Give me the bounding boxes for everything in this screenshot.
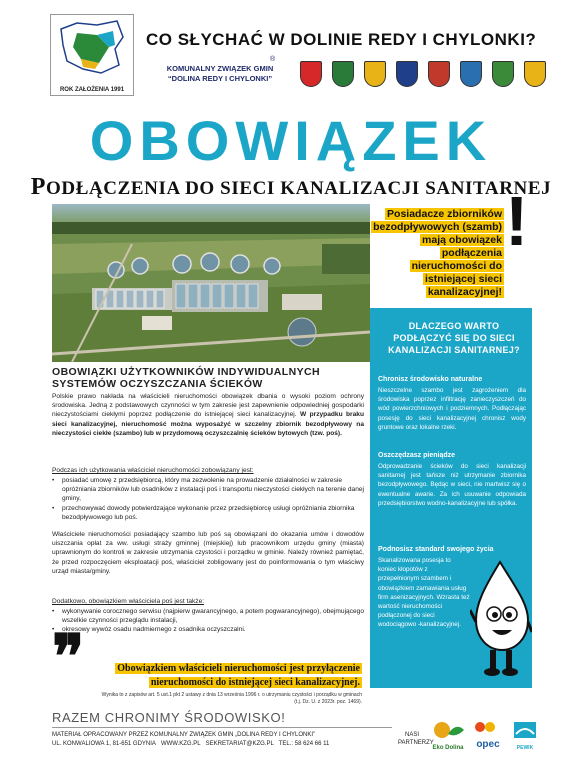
- contact-line: [52, 740, 329, 749]
- legal-reference-line2: (t.j. Dz. U. z 2023r. poz. 1469).: [294, 699, 362, 705]
- municipal-crest-icon: [428, 61, 450, 87]
- quote-mark-icon: ❞: [52, 624, 85, 690]
- municipal-crest-icon: [460, 61, 482, 87]
- website-link[interactable]: WWW.KZG.PL: [160, 741, 201, 747]
- benefit-heading-life-standard: Podnosisz standard swojego życia: [378, 546, 494, 553]
- list2-heading: Dodatkowo, obowiązkiem właściciela poś jest także:: [52, 598, 205, 605]
- opec-icon: [470, 720, 506, 734]
- exclamation-mark: !: [505, 182, 529, 260]
- municipal-crest-icon: [396, 61, 418, 87]
- subtitle: [0, 174, 582, 201]
- intro-bold-text: W przypadku braku sieci kanalizacyjnej, nieruchomość można wyposażyć w szczelny zbiornik bezodpływowy na nieczystości ciekłe (szambo) lub w przydomową oczyszczalnię ścieków bytowych (tzw. poś).: [52, 411, 364, 437]
- partner3-name: PEWIK: [516, 745, 534, 751]
- address-text: UL. KONWALIOWA 1, 81-651 GDYNIA: [52, 741, 156, 747]
- partner-eko-dolina-logo: [430, 720, 466, 751]
- list-item: • wykonywanie corocznego serwisu (najpierw gwarancyjnego, a potem pogwarancyjnego), obejmującego wszelkie czynności przeglądu instalacji,: [52, 607, 364, 625]
- treatment-plant-photo: [52, 204, 370, 362]
- quote-highlight: Obowiązkiem właścicieli nieruchomości jest przyłączenie nieruchomości do istniejącej sieci kanalizacyjnej.: [117, 663, 360, 688]
- list-item: • posiadać umowę z przedsiębiorcą, który ma zezwolenie na prowadzenie działalności w zakresie opróżniania zbiorników lub osadników z instalacji poś i transportu nieczystości ciekłych na terenie danej gminy,: [52, 476, 364, 504]
- municipal-crests: [300, 61, 546, 91]
- region-map-icon: [57, 19, 127, 77]
- aerial-view-image: [52, 204, 370, 362]
- legal-reference-line1: Wynika to z zapisów art. 5 ust.1 pkt 2 ustawy z dnia 13 września 1996 r. o utrzymaniu czystości i porządku w gminach: [101, 692, 362, 698]
- email-link[interactable]: SEKRETARIAT@KZG.PL: [205, 741, 274, 747]
- quote-text: [92, 662, 362, 690]
- obligations-heading: OBOWIĄZKI UŻYTKOWNIKÓW INDYWIDUALNYCH SYSTEMÓW OCZYSZCZANIA ŚCIEKÓW: [52, 366, 320, 390]
- partner-pewik-logo: [510, 720, 540, 751]
- association-name-line1: KOMUNALNY ZWIĄZEK GMIN: [166, 64, 274, 73]
- phone-text: TEL.: 58 624 66 11: [278, 741, 330, 747]
- list-item: • okresowy wywóz osadu nadmiernego z osadnika oczyszczalni.: [52, 625, 364, 634]
- water-drop-mascot-icon: [470, 558, 532, 678]
- association-name-line2: “DOLINA REDY I CHYLONKI”: [167, 74, 273, 83]
- benefit-text-life-standard: Skanalizowana posesja to koniec kłopotów z przepełnionym szambem i obowiązkiem zamawiania usług firm asenizacyjnych. Wzrasta też wartość nieruchomości podłączonej do sieci wodociągowo -kanalizacyjnej.: [378, 557, 470, 629]
- main-title: OBOWIĄZEK: [89, 109, 493, 172]
- partner2-name: opec: [476, 739, 500, 750]
- list1-heading: Podczas ich użytkowania właściciel nieruchomości zobowiązany jest:: [52, 467, 254, 474]
- inspection-paragraph: Właściciele nieruchomości posiadający szambo lub poś są obowiązani do okazania umów i dowodów uiszczania opłat za ww. usługi straży gminnej (miejskiej) lub pracownikom urzędu gminy (miasta) uprawnionym do kontroli w zakresie utrzymania czystości i porządku w gminie. Należy również pamiętać, że przed rozpoczęciem eksploatacji poś, właściciel zobligowany jest do poinformowania o tym właściwy urząd miasta/gminy.: [52, 531, 364, 575]
- owner-duties-list: [52, 476, 364, 522]
- pewik-icon: [510, 720, 540, 740]
- benefit-heading-savings: Oszczędzasz pieniądze: [378, 452, 456, 459]
- municipal-crest-icon: [300, 61, 322, 87]
- why-connect-question: DLACZEGO WARTO PODŁĄCZYĆ SIĘ DO SIECI KANALIZACJI SANITARNEJ?: [388, 321, 520, 355]
- partners-label: NASI PARTNERZY: [398, 732, 434, 746]
- prepared-by-text: MATERIAŁ OPRACOWANY PRZEZ KOMUNALNY ZWIĄZEK GMIN „DOLINA REDY I CHYLONKI”: [52, 732, 316, 738]
- footer-contact-info: [52, 731, 329, 749]
- municipal-crest-icon: [332, 61, 354, 87]
- owner-notice-highlight: Posiadacze zbiorników bezodpływowych (szamb) mają obowiązek podłączenia nieruchomości do istniejącej sieci kanalizacyjnej!: [373, 208, 502, 298]
- obligations-intro-paragraph: [52, 392, 364, 438]
- list-item: • przechowywać dowody potwierdzające wykonanie przez przedsiębiorcę usługi opróżniania zbiornika bezodpływowego lub poś.: [52, 504, 364, 522]
- partner-opec-logo: [470, 720, 506, 750]
- benefit-text-savings: Odprowadzanie ścieków do sieci kanalizacji sanitarnej jest tańsze niż utrzymanie zbiornika bezodpływowego. Będąc w sieci, nie martwisz się o ewentualne awarie. Za ich usuwanie odpowiada przedsiębiorstwo wodno-kanalizacyjne lub spółka.: [378, 463, 526, 507]
- benefit-text-environment: Nieszczelne szambo jest zagrożeniem dla środowiska poprzez infiltrację zanieczyszczeń do wód powierzchniowych i podziemnych. Podłączając posesję do sieci kanalizacyjnej chronisz wody gruntowe oraz lokalne rzeki.: [378, 387, 526, 431]
- legal-reference: [90, 692, 362, 706]
- registered-mark: ®: [270, 56, 276, 63]
- intro-normal-text: Polskie prawo nakłada na właścicieli nieruchomości obowiązek dbania o wysoki poziom ochrony środowiska. Jedną z podstawowych czynności w tym zakresie jest zapewnienie odpowiedniej gospodarki nieczystościami ciekłymi poprzez podłączenie do istniejącej sieci kanalizacyjnej.: [52, 393, 364, 419]
- footer-divider: [52, 727, 392, 728]
- municipal-crest-icon: [524, 61, 546, 87]
- municipal-crest-icon: [492, 61, 514, 87]
- owner-notice-text: [366, 208, 504, 299]
- benefit-heading-environment: Chronisz środowisko naturalne: [378, 376, 483, 383]
- municipal-crest-icon: [364, 61, 386, 87]
- association-name: [150, 64, 290, 84]
- founding-year: ROK ZAŁOŻENIA 1991: [59, 87, 125, 93]
- eko-dolina-icon: [430, 720, 466, 740]
- organization-logo: [50, 14, 134, 96]
- footer-slogan: RAZEM CHRONIMY ŚRODOWISKO!: [52, 710, 286, 725]
- partner1-name: Eko Dolina: [432, 745, 464, 751]
- subtitle-initial: P: [30, 174, 47, 200]
- additional-duties-list: [52, 607, 364, 635]
- why-connect-panel: [370, 308, 532, 688]
- subtitle-rest: ODŁĄCZENIA DO SIECI KANALIZACJI SANITARNEJ: [46, 178, 552, 199]
- newsletter-title: CO SŁYCHAĆ W DOLINIE REDY I CHYLONKI?: [146, 30, 537, 49]
